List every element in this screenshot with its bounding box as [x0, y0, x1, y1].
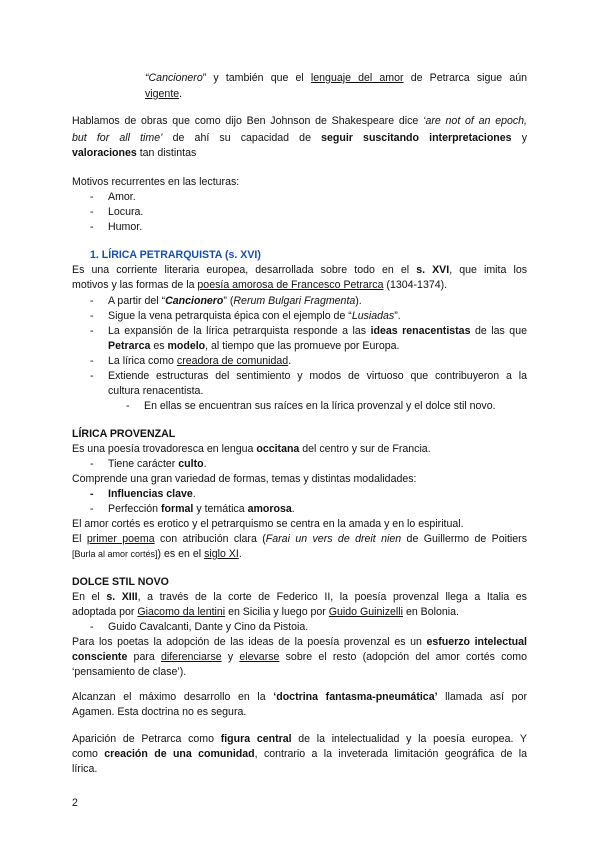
paragraph-line: ‘pensamiento de clase’). [72, 666, 187, 678]
section-heading-provenzal: LÍRICA PROVENZAL [72, 428, 176, 440]
section-heading-petrarquista: 1. LÍRICA PETRARQUISTA (s. XVI) [90, 249, 261, 261]
bullet: - [90, 325, 94, 337]
paragraph-line: Alcanzan el máximo desarrollo en la ‘doctrina fantasma-pneumática’ llamada así por [72, 691, 527, 703]
paragraph-line: vigente. [145, 88, 183, 100]
bullet: - [90, 295, 94, 307]
paragraph-line: Aparición de Petrarca como figura central de la intelectualidad y la poesía europea. Y [72, 733, 527, 745]
bullet-text: La lírica como creadora de comunidad. [108, 355, 292, 367]
paragraph-line: El amor cortés es erotico y el petrarquismo se centra en la amada y en lo espiritual. [72, 518, 464, 530]
list-item: - [90, 191, 94, 203]
list-item-text: Locura. [108, 206, 144, 218]
bullet-text: La expansión de la lírica petrarquista responde a las ideas renacentistas de las que [108, 325, 527, 337]
bullet: - [90, 503, 94, 515]
list-item-text: Amor. [108, 191, 136, 203]
paragraph-line: Es una corriente literaria europea, desarrollada sobre todo en el s. XVI, que imita los [72, 264, 528, 276]
paragraph-line: motivos y las formas de la poesía amorosa de Francesco Petrarca (1304-1374). [72, 279, 448, 291]
bullet-text: Influencias clave. [108, 488, 196, 500]
bullet: - [90, 458, 94, 470]
list-item: - [90, 221, 94, 233]
bullet: - [90, 355, 94, 367]
paragraph-line: Agamen. Esta doctrina no es segura. [72, 706, 247, 718]
bullet-text: Extiende estructuras del sentimiento y modos de virtuoso que contribuyeron a la [108, 370, 527, 382]
page-number: 2 [72, 797, 78, 809]
bullet-text: Perfección formal y temática amorosa. [108, 503, 295, 515]
paragraph-line: Es una poesía trovadoresca en lengua occitana del centro y sur de Francia. [72, 443, 431, 455]
bullet: - [90, 370, 94, 382]
bullet: - [90, 621, 94, 633]
list-item-text: Humor. [108, 221, 143, 233]
paragraph-line: lírica. [72, 763, 98, 775]
bullet-text: cultura renacentista. [108, 385, 204, 397]
bullet-text: Petrarca es modelo, al tiempo que las promueve por Europa. [108, 340, 400, 352]
motivos-intro: Motivos recurrentes en las lecturas: [72, 176, 240, 188]
bullet: - [90, 310, 94, 322]
section-heading-dolce-stil-novo: DOLCE STIL NOVO [72, 576, 169, 588]
paragraph-line: Hablamos de obras que como dijo Ben Johnson de Shakespeare dice ‘are not of an epoch, [72, 115, 527, 127]
paragraph-line: adoptada por Giacomo da lentini en Sicilia y luego por Guido Guinizelli en Bolonia. [72, 606, 459, 618]
paragraph-line: consciente para diferenciarse y elevarse sobre el resto (adopción del amor cortés como [72, 651, 527, 663]
paragraph-line: Comprende una gran variedad de formas, temas y distintas modalidades: [72, 473, 417, 485]
paragraph-line: Para los poetas la adopción de las ideas de la poesía provenzal es un esfuerzo intelectual [72, 636, 527, 648]
paragraph-line: valoraciones tan distintas [72, 147, 197, 159]
paragraph-line: [Burla al amor cortés]) es en el siglo XI. [72, 548, 242, 560]
list-item: - [90, 206, 94, 218]
bullet: - [90, 488, 94, 500]
bullet-text: Guido Cavalcanti, Dante y Cino da Pistoia. [108, 621, 309, 633]
bullet-text: Sigue la vena petrarquista épica con el ejemplo de “Lusiadas”. [108, 310, 401, 322]
bullet-text: A partir del “Cancionero” (Rerum Bulgari Fragmenta). [108, 295, 362, 307]
bullet-text: Tiene carácter culto. [108, 458, 207, 470]
paragraph-line: but for all time’ de ahí su capacidad de seguir suscitando interpretaciones y [72, 132, 527, 144]
paragraph-line: como creación de una comunidad, contrario a la inveterada limitación geográfica de la [72, 748, 527, 760]
sub-bullet: - [126, 400, 130, 412]
paragraph-line: En el s. XIII, a través de la corte de Federico II, la poesía provenzal llega a Italia es [72, 591, 527, 603]
paragraph-line: “Cancionero” y también que el lenguaje del amor de Petrarca sigue aún [145, 72, 527, 84]
paragraph-line: El primer poema con atribución clara (Farai un vers de dreit nien de Guillermo de Poitiers [72, 533, 527, 545]
sub-bullet-text: En ellas se encuentran sus raíces en la lírica provenzal y el dolce stil novo. [144, 400, 496, 412]
